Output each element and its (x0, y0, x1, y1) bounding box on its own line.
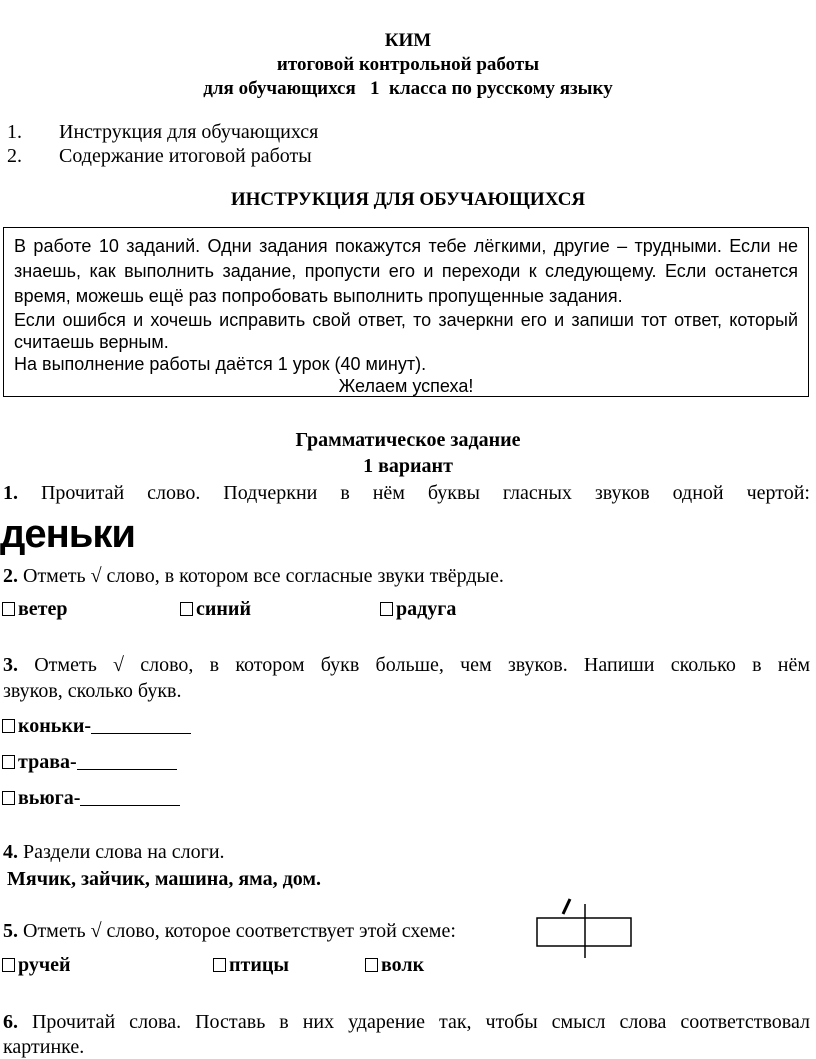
task-5-option-3[interactable] (365, 954, 424, 977)
instruction-wish: Желаем успеха! (338, 376, 474, 396)
task-2-prompt: Отметь √ слово, в котором все согласные звуки твёрдые. (18, 565, 504, 587)
task-2-text (3, 565, 504, 588)
answer-blank[interactable] (91, 715, 191, 734)
task-number: 1. (3, 482, 18, 504)
task-6-prompt-cont: картинке. (3, 1036, 85, 1058)
task-4-text (3, 841, 225, 864)
doc-subtitle-class: для обучающихся 1 класса по русскому языку (203, 78, 613, 99)
checkbox-icon[interactable] (2, 791, 15, 805)
answer-blank[interactable] (80, 787, 180, 806)
doc-subtitle: итоговой контрольной работы (276, 54, 540, 75)
toc-item-1 (7, 121, 319, 144)
option-label: вьюга- (18, 787, 81, 809)
task-1-prompt: Прочитай слово. Подчеркни в нём буквы гласных звуков одной чертой: (18, 482, 810, 504)
section-title: Грамматическое задание (295, 429, 521, 451)
instruction-title: ИНСТРУКЦИЯ ДЛЯ ОБУЧАЮЩИХСЯ (230, 189, 586, 210)
task-number: 4. (3, 841, 18, 863)
doc-title: КИМ (384, 30, 432, 51)
checkbox-icon[interactable] (2, 602, 15, 616)
task-3-text (3, 654, 810, 677)
task-3-option-1[interactable] (2, 715, 191, 738)
instruction-line: время, можешь ещё раз попробовать выполнить пропущенные задания. (14, 286, 623, 306)
instruction-box (3, 227, 809, 397)
section-variant: 1 вариант (363, 455, 453, 477)
task-5-option-1[interactable] (2, 954, 71, 977)
option-label: трава- (18, 751, 77, 773)
task-4-prompt: Раздели слова на слоги. (18, 841, 225, 863)
instruction-line: знаешь, как выполнить задание, пропусти его и переходи к следующему. Если останется (14, 261, 798, 281)
option-label: птицы (229, 954, 290, 976)
task-4-words: Мячик, зайчик, машина, яма, дом. (7, 868, 321, 890)
option-label: ручей (18, 954, 71, 976)
instruction-line: Если ошибся и хочешь исправить свой ответ, то зачеркни его и запиши тот ответ, который (14, 310, 798, 330)
checkbox-icon[interactable] (365, 958, 378, 972)
task-3-option-3[interactable] (2, 787, 180, 810)
task-number: 2. (3, 565, 18, 587)
task-2-option-3[interactable] (380, 598, 456, 621)
checkbox-icon[interactable] (180, 602, 193, 616)
toc-num: 2. (7, 145, 22, 167)
task-6-text (3, 1011, 810, 1034)
task-1-text (3, 482, 810, 505)
option-label: волк (381, 954, 425, 976)
option-label: коньки- (18, 715, 92, 737)
instruction-line: считаешь верным. (14, 332, 169, 352)
checkbox-icon[interactable] (2, 719, 15, 733)
task-3-option-2[interactable] (2, 751, 177, 774)
checkbox-icon[interactable] (213, 958, 226, 972)
checkbox-icon[interactable] (380, 602, 393, 616)
toc-text: Содержание итоговой работы (59, 145, 312, 167)
answer-blank[interactable] (77, 751, 177, 770)
option-label: ветер (18, 598, 68, 620)
syllable-scheme-icon (535, 896, 635, 962)
checkbox-icon[interactable] (2, 958, 15, 972)
option-label: синий (196, 598, 251, 620)
toc-item-2 (7, 145, 312, 168)
task-5-prompt: Отметь √ слово, которое соответствует этой схеме: (18, 920, 456, 942)
task-number: 6. (3, 1011, 18, 1033)
task-5-option-2[interactable] (213, 954, 289, 977)
task-2-option-2[interactable] (180, 598, 251, 621)
task-3-prompt: Отметь √ слово, в котором букв больше, чем звуков. Напиши сколько в нём (18, 654, 810, 676)
task-6-prompt: Прочитай слова. Поставь в них ударение так, чтобы смысл слова соответствовал (18, 1011, 810, 1033)
task-2-option-1[interactable] (2, 598, 68, 621)
task-5-text (3, 920, 456, 943)
toc-num: 1. (7, 121, 22, 143)
option-label: радуга (396, 598, 457, 620)
toc-text: Инструкция для обучающихся (59, 121, 319, 143)
task-number: 5. (3, 920, 18, 942)
instruction-line: На выполнение работы даётся 1 урок (40 минут). (14, 354, 427, 374)
task-1-word: деньки (0, 512, 135, 556)
instruction-line: В работе 10 заданий. Одни задания покажутся тебе лёгкими, другие – трудными. Если не (14, 236, 798, 256)
task-3-prompt-cont: звуков, сколько букв. (3, 680, 182, 702)
task-number: 3. (3, 654, 18, 676)
checkbox-icon[interactable] (2, 755, 15, 769)
